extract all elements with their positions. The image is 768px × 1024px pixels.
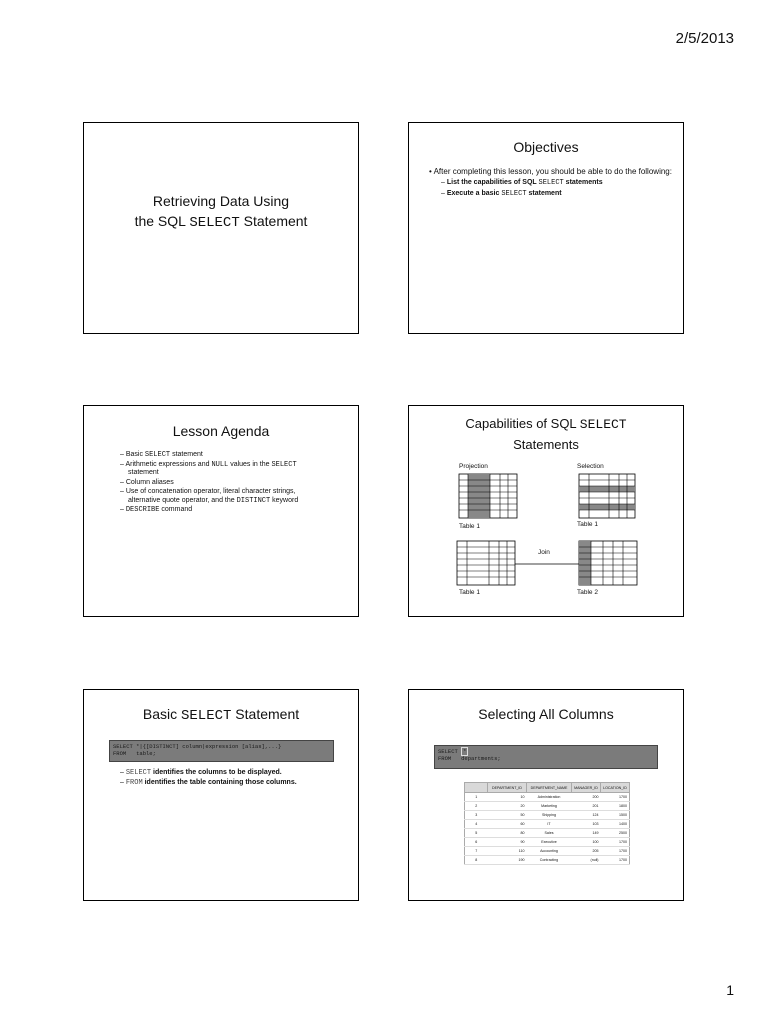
bullet-list [427,167,672,201]
table-cell: 8 [465,856,488,865]
sub-bullet-item: – List the capabilities of SQL SELECT statements [441,178,603,187]
table-header-row [465,783,630,793]
query-results-table [464,782,630,865]
table-cell: 60 [488,820,527,829]
page-number: 1 [726,982,734,998]
slide-capabilities [408,405,684,617]
column-header: MANAGER_ID [572,783,601,793]
table-cell: 7 [465,847,488,856]
table-row [465,811,630,820]
bullet-list [118,769,338,788]
bullet-item: • After completing this lesson, you should be able to do the following: [429,167,672,176]
slide-heading: Capabilities of SQL SELECT Statements [465,416,627,452]
table-cell: 5 [465,829,488,838]
table-cell: 205 [572,847,601,856]
table-cell: Shipping [527,811,572,820]
slide-basic-select [83,689,359,901]
slide-selecting-all-columns [408,689,684,901]
table-cell: 20 [488,802,527,811]
table-cell: 103 [572,820,601,829]
table-cell: 50 [488,811,527,820]
table-cell: 149 [572,829,601,838]
join-table-2 [579,541,637,585]
table-cell: 2 [465,802,488,811]
join-table-2-label: Table 2 [577,589,598,596]
syntax-code-block [109,740,334,762]
print-date: 2/5/2013 [675,30,734,47]
table-cell: 6 [465,838,488,847]
table-cell: 1 [465,793,488,802]
table-cell: 2500 [601,829,630,838]
table-cell: Executive [527,838,572,847]
bullet-item: – SELECT identifies the columns to be displayed. [120,769,282,777]
slide-heading: Objectives [513,139,579,155]
table-row [465,793,630,802]
code-line: SELECT * [438,748,467,755]
slide-title-text [84,191,358,233]
table-cell: Marketing [527,802,572,811]
projection-label: Projection [459,463,488,470]
asterisk-highlight: * [463,748,467,755]
table-row [465,856,630,865]
table-cell: 190 [488,856,527,865]
slide-lesson-agenda [83,405,359,617]
projection-table-label: Table 1 [459,523,480,530]
join-table-1 [457,541,515,585]
table-cell: Contracting [527,856,572,865]
code-keyword: SELECT [189,215,240,231]
table-cell: IT [527,820,572,829]
slide-title [83,122,359,334]
agenda-item: – DESCRIBE command [120,506,193,514]
title-line-2: the SQL SELECT Statement [134,213,308,231]
table-cell: 1800 [601,802,630,811]
table-row [465,820,630,829]
table-row [465,802,630,811]
selection-table-label: Table 1 [577,521,598,528]
table-row [465,847,630,856]
agenda-list [118,451,328,516]
table-cell: 1700 [601,856,630,865]
capabilities-diagram [409,406,684,617]
table-cell: 110 [488,847,527,856]
table-row [465,829,630,838]
sub-bullet-item: – Execute a basic SELECT statement [441,190,562,198]
table-row [465,838,630,847]
bullet-item: – FROM identifies the table containing those columns. [120,778,297,787]
table-cell: 124 [572,811,601,820]
agenda-item: – Column aliases [120,478,174,486]
table-cell: 1400 [601,820,630,829]
table-cell: Administration [527,793,572,802]
title-line-1: Retrieving Data Using [152,193,290,209]
table-cell: 201 [572,802,601,811]
table-cell: 100 [572,838,601,847]
column-header: DEPARTMENT_ID [488,783,527,793]
selection-table [579,474,635,518]
code-line: FROM table; [113,750,156,757]
column-header: DEPARTMENT_NAME [527,783,572,793]
projection-table [459,474,517,518]
query-code-block [434,745,658,769]
slide-heading: Basic SELECT Statement [142,706,300,724]
table-cell: Sales [527,829,572,838]
table-cell: 1500 [601,811,630,820]
table-cell: 90 [488,838,527,847]
agenda-item: – Arithmetic expressions and NULL values in the SELECT statement [120,460,297,476]
table-body [465,793,630,865]
column-header: LOCATION_ID [601,783,630,793]
code-line: SELECT *|{[DISTINCT] column|expression [alias],...} [113,743,282,750]
slide-heading: Lesson Agenda [172,423,270,439]
table-cell: 10 [488,793,527,802]
table-cell: 1700 [601,847,630,856]
slide-objectives [408,122,684,334]
table-cell: 200 [572,793,601,802]
table-cell: 80 [488,829,527,838]
join-label: Join [538,549,550,556]
slide-heading: Selecting All Columns [478,706,614,722]
table-cell: 4 [465,820,488,829]
table-cell: 1700 [601,793,630,802]
agenda-item: – Use of concatenation operator, literal character strings, alternative quote operator, and the DISTINCT keyword [120,488,299,505]
table-cell: Accounting [527,847,572,856]
join-table-1-label: Table 1 [459,589,480,596]
column-header [465,783,488,793]
agenda-item: – Basic SELECT statement [120,451,203,459]
table-cell: (null) [572,856,601,865]
table-cell: 1700 [601,838,630,847]
code-line: FROM departments; [438,755,501,762]
table-cell: 3 [465,811,488,820]
selection-label: Selection [577,463,604,470]
